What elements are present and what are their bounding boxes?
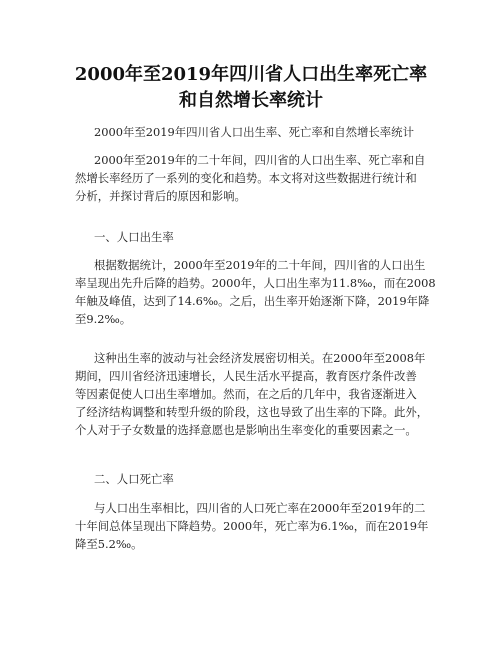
section-heading: 二、人口死亡率 [94,472,174,486]
document-title [0,62,502,114]
paragraph-line: 这种出生率的波动与社会经济发展密切相关。在2000年至2008年 [94,351,426,365]
paragraph-line: 十年间总体呈现出下降趋势。2000年，死亡率为6.1‰，而在2019年 [75,519,429,533]
paragraph-line: 了经济结构调整和转型升级的阶段，这也导致了出生率的下降。此外， [75,405,429,419]
paragraph-line: 分析，并探讨背后的原因和影响。 [75,189,246,203]
section-heading: 一、人口出生率 [94,230,174,244]
paragraph-line: 降至5.2‰。 [75,537,143,551]
subtitle-line: 2000年至2019年四川省人口出生率、死亡率和自然增长率统计 [94,125,414,139]
paragraph-line: 与人口出生率相比，四川省的人口死亡率在2000年至2019年的二 [94,501,426,515]
paragraph-line: 根据数据统计，2000年至2019年的二十年间，四川省的人口出生 [94,258,426,272]
paragraph-line: 个人对于子女数量的选择意愿也是影响出生率变化的重要因素之一。 [75,423,417,437]
paragraph-line: 年触及峰值，达到了14.6‰。之后，出生率开始逐渐下降，2019年降 [75,294,430,308]
paragraph-line: 至9.2‰。 [75,312,132,326]
title-line-1: 2000年至2019年四川省人口出生率死亡率 [74,64,428,85]
paragraph-line: 率呈现出先升后降的趋势。2000年，人口出生率为11.8‰，而在2008 [75,276,436,290]
paragraph-line: 然增长率经历了一系列的变化和趋势。本文将对这些数据进行统计和 [75,171,417,185]
title-line-2: 和自然增长率统计 [179,90,323,111]
paragraph-line: 等因素促使人口出生率增加。然而，在之后的几年中，我省逐渐进入 [75,387,417,401]
paragraph-line: 期间，四川省经济迅速增长，人民生活水平提高，教育医疗条件改善 [75,369,417,383]
paragraph-line: 2000年至2019年的二十年间，四川省的人口出生率、死亡率和自 [94,153,426,167]
